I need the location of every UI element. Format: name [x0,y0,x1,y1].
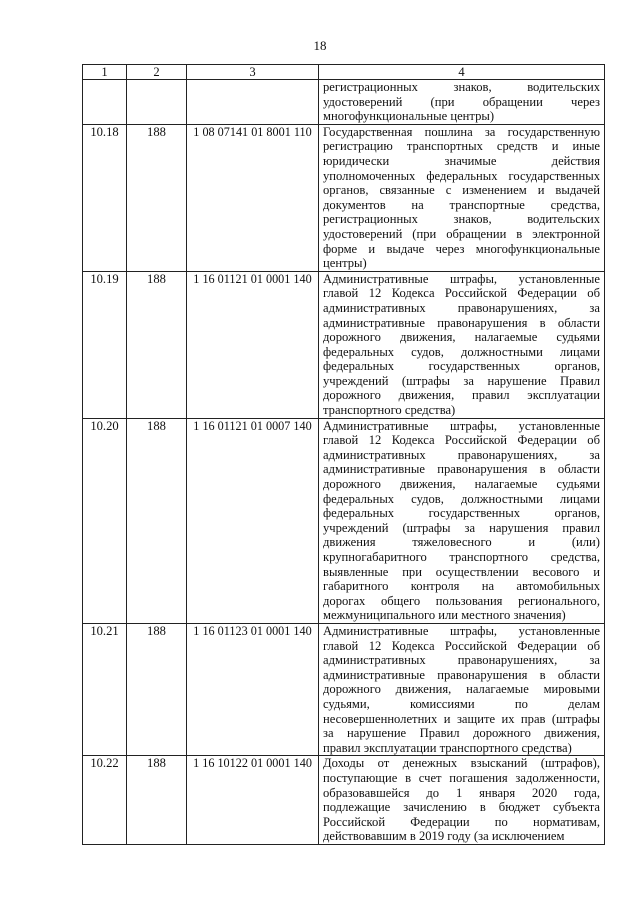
description-line: административных правонарушениях, за [323,653,600,668]
budget-classification-code: 1 16 10122 01 0001 140 [187,756,319,845]
description-line: центры) [323,256,367,271]
admin-code: 188 [127,124,187,271]
description-line: федеральных государственных органов, [323,506,600,521]
column-header-4: 4 [319,65,605,80]
column-header-1: 1 [83,65,127,80]
table-row [83,418,605,623]
admin-code: 188 [127,271,187,418]
revenue-description [319,418,605,623]
description-line: учреждений (штрафы за нарушение Правил [323,373,600,388]
description-line: дорожного движения, налагаемые мировыми [323,682,600,697]
description-line: межмуниципального или местного значения) [323,608,566,623]
budget-classification-code: 1 16 01121 01 0001 140 [187,271,319,418]
budget-classification-code: 1 08 07141 01 8001 110 [187,124,319,271]
description-line: учреждений (штрафы за нарушения правил [323,520,600,535]
description-line: административных правонарушениях, за [323,300,600,315]
description-line: юридически значимые действия [323,153,600,168]
budget-code-table [82,64,605,845]
description-line: федеральных государственных органов, [323,359,600,374]
description-line: главой 12 Кодекса Российской Федерации об [323,638,600,653]
revenue-description [319,124,605,271]
description-line: дорожного движения, налагаемые судьями [323,477,600,492]
revenue-description [319,271,605,418]
description-line: форме и выдаче через многофункциональные [323,241,600,256]
description-line: главой 12 Кодекса Российской Федерации об [323,433,600,448]
description-line: документов на транспортные средства, [323,197,600,212]
description-line: удостоверений (при обращении в электронной [323,226,600,241]
description-line: действовавшим в 2019 году (за исключением [323,829,565,844]
description-line: федеральных судов, должностными лицами [323,491,600,506]
description-line: дорогах общего пользования регионального, [323,593,600,608]
description-line: подлежащие зачислению в бюджет субъекта [323,800,600,815]
revenue-description [319,80,605,125]
description-line: Доходы от денежных взысканий (штрафов), [323,756,600,771]
row-number [83,80,127,125]
description-line: дорожного движения, налагаемые судьями [323,330,600,345]
table-body [83,80,605,845]
admin-code: 188 [127,418,187,623]
table-row [83,756,605,845]
column-header-2: 2 [127,65,187,80]
description-line: Государственная пошлина за государственную [323,124,600,139]
revenue-description [319,756,605,845]
description-line: главой 12 Кодекса Российской Федерации об [323,286,600,301]
admin-code: 188 [127,756,187,845]
table-row [83,271,605,418]
description-line: удостоверений (при обращении через [323,94,600,109]
budget-classification-code: 1 16 01123 01 0001 140 [187,623,319,755]
table-row [83,124,605,271]
description-line: движения тяжеловесного и (или) [323,535,600,550]
row-number: 10.22 [83,756,127,845]
row-number: 10.20 [83,418,127,623]
description-line: поступающие в счет погашения задолженности, [323,770,600,785]
description-line: регистрацию транспортных средств и иные [323,139,600,154]
row-number: 10.21 [83,623,127,755]
description-line: уполномоченных федеральных государственных [323,168,600,183]
row-number: 10.18 [83,124,127,271]
description-line: крупногабаритного транспортного средства, [323,550,600,564]
description-line: Административные штрафы, установленные [323,418,600,433]
page-number: 18 [313,38,327,53]
table-row [83,623,605,755]
table-header-row [83,65,605,80]
description-line: многофункциональные центры) [323,109,495,124]
description-line: административные правонарушения в области [323,315,600,330]
budget-classification-code [187,80,319,125]
revenue-description [319,623,605,755]
description-line: правил эксплуатации транспортного средства) [323,740,572,755]
description-line: дорожного движения, правил эксплуатации [323,388,600,403]
description-line: за нарушение Правил дорожного движения, [323,726,600,741]
description-line: габаритного контроля на автомобильных [323,579,600,594]
description-line: регистрационных знаков, водительских [323,212,600,227]
description-line: судьями, комиссиями по делам [323,696,600,711]
description-line: органов, связанные с изменением и выдачей [323,183,600,198]
description-line: административные правонарушения в области [323,462,600,477]
budget-classification-code: 1 16 01121 01 0007 140 [187,418,319,623]
description-line: административных правонарушениях, за [323,447,600,462]
admin-code: 188 [127,623,187,755]
description-line: образовавшейся до 1 января 2020 года, [323,785,600,800]
description-line: Административные штрафы, установленные [323,271,600,286]
row-number: 10.19 [83,271,127,418]
description-line: Административные штрафы, установленные [323,623,600,638]
column-header-3: 3 [187,65,319,80]
table-row [83,80,605,125]
description-line: Российской Федерации по нормативам, [323,814,600,829]
description-line: несовершеннолетних и защите их прав (штрафы [323,711,600,726]
description-line: регистрационных знаков, водительских [323,80,600,94]
description-line: федеральных судов, должностными лицами [323,344,600,359]
description-line: транспортного средства) [323,403,456,418]
admin-code [127,80,187,125]
description-line: административные правонарушения в области [323,667,600,682]
description-line: выявленные при осуществлении весового и [323,564,600,579]
